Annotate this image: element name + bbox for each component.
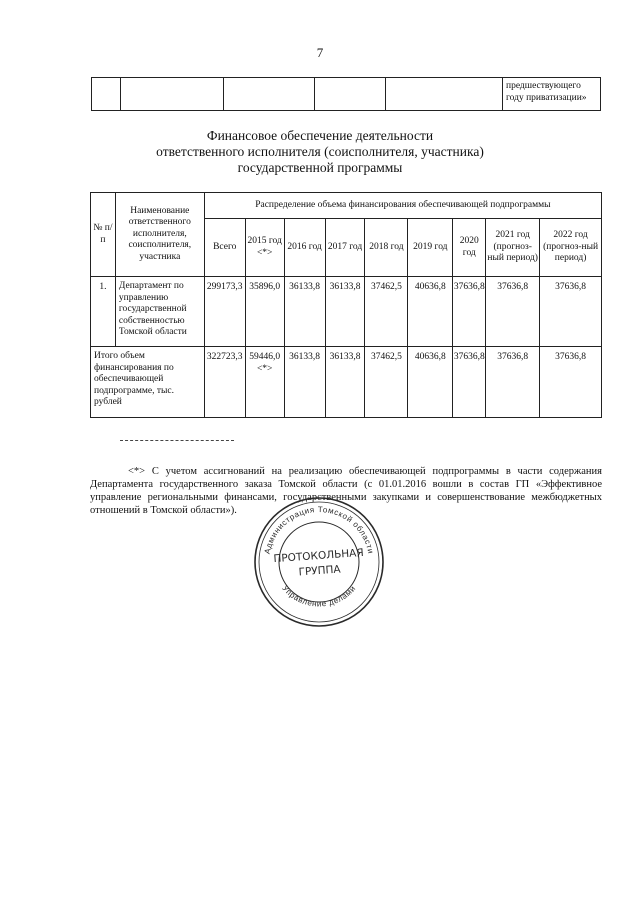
- cell-2021: 37636,8: [486, 277, 540, 347]
- section-title-line-2: ответственного исполнителя (соисполнителя, участника): [156, 144, 484, 159]
- stamp-ring-top-text: Администрация Томской области: [262, 504, 376, 555]
- header-2018: 2018 год: [365, 219, 408, 277]
- header-2021: 2021 год (прогноз-ный период): [486, 219, 540, 277]
- svg-text:Управление делами: [280, 584, 357, 609]
- cell-2016: 36133,8: [284, 277, 325, 347]
- header-2022: 2022 год (прогноз-ный период): [540, 219, 602, 277]
- cell-2020: 37636,8: [453, 277, 486, 347]
- cell-2015: 35896,0: [245, 277, 284, 347]
- stamp-center-line-1: ПРОТОКОЛЬНАЯ: [273, 546, 365, 566]
- fragment-cell: [92, 78, 121, 111]
- total-cell-2017: 36133,8: [325, 347, 365, 418]
- total-cell-2021: 37636,8: [486, 347, 540, 418]
- cell-2019: 40636,8: [408, 277, 453, 347]
- header-name: Наименование ответственного исполнителя, соисполнителя, участника: [115, 193, 204, 277]
- header-total: Всего: [204, 219, 245, 277]
- fragment-cell: [224, 78, 315, 111]
- page-number: 7: [316, 45, 324, 60]
- total-cell-total: 322723,3: [204, 347, 245, 418]
- cell-2018: 37462,5: [365, 277, 408, 347]
- table-row-total: [91, 347, 602, 418]
- stamp-seal: [252, 495, 386, 629]
- total-cell-2019: 40636,8: [408, 347, 453, 418]
- cell-total: 299173,3: [204, 277, 245, 347]
- cell-2017: 36133,8: [325, 277, 365, 347]
- financing-table: [90, 192, 602, 418]
- total-cell-2022: 37636,8: [540, 347, 602, 418]
- stamp-center-line-2: ГРУППА: [298, 563, 342, 579]
- header-2017: 2017 год: [325, 219, 365, 277]
- section-title-line-3: государственной программы: [237, 160, 403, 175]
- header-num: № п/п: [91, 193, 116, 277]
- total-cell-2020: 37636,8: [453, 347, 486, 418]
- footnote: <*> С учетом ассигнований на реализацию обеспечивающей подпрограммы в части содержания Департамента государственного заказа Томской области (с 01.01.2016 вошли в состав ГП «Эффективное управление региональными финансами, государственными закупками и совершенствование межбюджетных отношений в Томской области»).: [90, 466, 602, 516]
- fragment-last-cell: предшествующего году приватизации»: [503, 78, 601, 111]
- header-2015: 2015 год <*>: [245, 219, 284, 277]
- footnote-separator: [120, 440, 234, 441]
- fragment-cell: [121, 78, 224, 111]
- total-cell-2015: 59446,0 <*>: [245, 347, 284, 418]
- total-cell-2016: 36133,8: [284, 347, 325, 418]
- total-row-name: Итого объем финансирования по обеспечивающей подпрограмме, тыс. рублей: [91, 347, 205, 418]
- header-2016: 2016 год: [284, 219, 325, 277]
- section-title-line-1: Финансовое обеспечение деятельности: [206, 128, 434, 143]
- continued-table-fragment: [91, 77, 601, 111]
- cell-2022: 37636,8: [540, 277, 602, 347]
- stamp-ring-bottom-text: Управление делами: [280, 583, 358, 609]
- header-distribution: Распределение объема финансирования обеспечивающей подпрограммы: [204, 193, 601, 219]
- header-2019: 2019 год: [408, 219, 453, 277]
- row-num: 1.: [91, 277, 116, 347]
- row-name: Департамент по управлению государственной собственностью Томской области: [115, 277, 204, 347]
- header-2020: 2020 год: [453, 219, 486, 277]
- fragment-cell: [315, 78, 386, 111]
- fragment-cell: [386, 78, 503, 111]
- table-row: [91, 277, 602, 347]
- total-cell-2018: 37462,5: [365, 347, 408, 418]
